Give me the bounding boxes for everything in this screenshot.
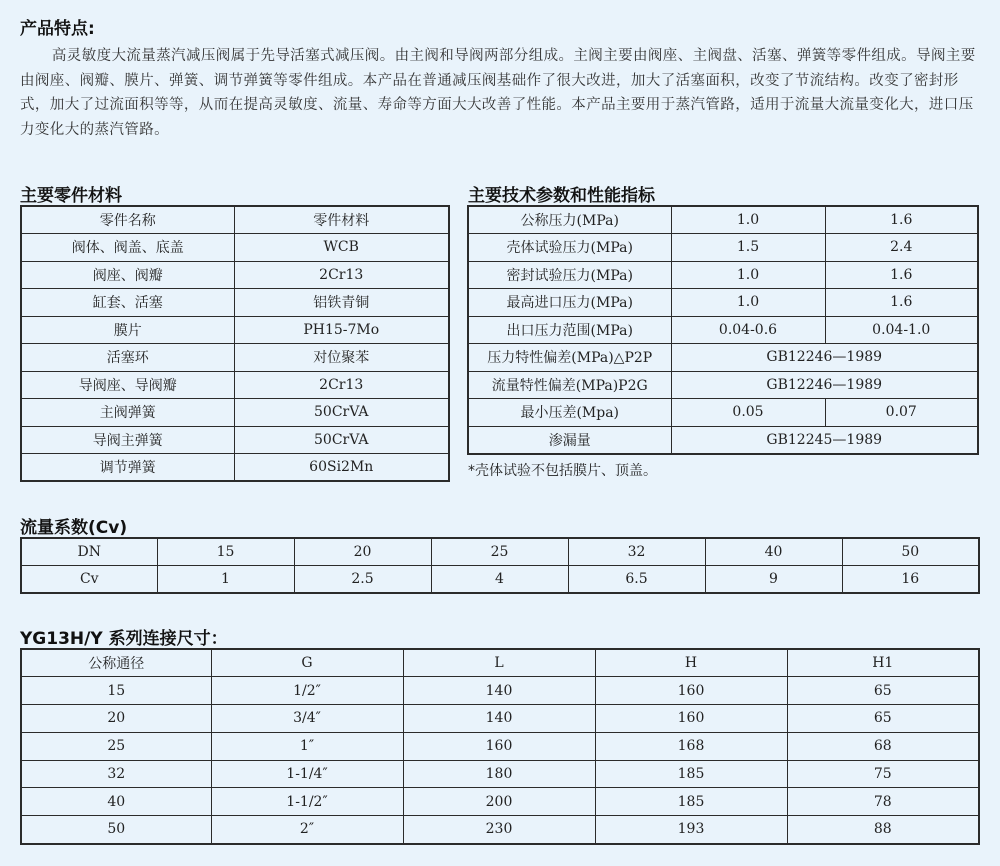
table-row [21,760,979,788]
dim-cell: 40 [21,788,211,816]
dim-cell: 185 [595,760,787,788]
dim-cell: 1″ [211,732,403,760]
part-material: 50CrVA [234,399,449,427]
part-name: 缸套、活塞 [21,289,234,317]
dim-cell: 75 [787,760,979,788]
part-material: 对位聚苯 [234,344,449,372]
dim-cell: 1-1/2″ [211,788,403,816]
part-name: 活塞环 [21,344,234,372]
dn-value: 50 [842,538,979,566]
param-value: 1.0 [671,289,825,317]
dn-value: 15 [157,538,294,566]
dim-cell: 230 [403,816,595,844]
dn-value: 20 [294,538,431,566]
cv-value: 16 [842,566,979,594]
header-cell: 零件材料 [234,206,449,234]
param-value: GB12246—1989 [671,371,978,399]
part-material: 50CrVA [234,426,449,454]
param-value: GB12246—1989 [671,344,978,372]
param-value: GB12245—1989 [671,426,978,454]
table-row [21,426,449,454]
dim-cell: 1-1/4″ [211,760,403,788]
table-row [21,732,979,760]
dim-cell: 25 [21,732,211,760]
dim-cell: 88 [787,816,979,844]
tech-table [467,205,979,455]
param-name: 压力特性偏差(MPa)△P2P [468,344,671,372]
table-row [468,289,978,317]
dim-cell: 193 [595,816,787,844]
param-value: 1.0 [671,206,825,234]
table-row [468,234,978,262]
table-row [21,677,979,705]
dim-cell: 68 [787,732,979,760]
features-body: 高灵敏度大流量蒸汽减压阀属于先导活塞式减压阀。由主阀和导阀两部分组成。主阀主要由阀座、主阀盘、活塞、弹簧等零件组成。导阀主要由阀座、阀瓣、膜片、弹簧、调节弹簧等零件组成。本产品在普通减压阀基础作了很大改进，加大了活塞面积，改变了节流结构。改变了密封形式，加大了过流面积等等，从而在提高灵敏度、流量、寿命等方面大大改善了性能。本产品主要用于蒸汽管路，适用于流量大流量变化大，进口压力变化大的蒸汽管路。 [20,48,976,138]
dims-title: YG13H/Y 系列连接尺寸： [20,629,228,649]
table-row [468,206,978,234]
dim-cell: 20 [21,705,211,733]
table-row [21,788,979,816]
cv-title: 流量系数(Cv) [20,518,128,538]
part-name: 膜片 [21,316,234,344]
dn-label: DN [21,538,157,566]
param-value: 1.5 [671,234,825,262]
dim-cell: 160 [595,705,787,733]
dim-cell: 200 [403,788,595,816]
part-name: 导阀主弹簧 [21,426,234,454]
part-material: 60Si2Mn [234,454,449,482]
table-row [21,316,449,344]
dim-cell: 3/4″ [211,705,403,733]
param-value: 0.07 [825,399,978,427]
dim-cell: 2″ [211,816,403,844]
table-row [468,426,978,454]
param-value: 1.6 [825,289,978,317]
header-cell: L [403,649,595,677]
dim-cell: 65 [787,705,979,733]
part-material: 铝铁青铜 [234,289,449,317]
dim-cell: 1/2″ [211,677,403,705]
table-row [468,371,978,399]
part-material: WCB [234,234,449,262]
param-name: 出口压力范围(MPa) [468,316,671,344]
param-value: 1.6 [825,261,978,289]
table-row [21,261,449,289]
table-header-row [21,649,979,677]
part-name: 阀体、阀盖、底盖 [21,234,234,262]
table-row [21,399,449,427]
table-row [21,234,449,262]
table-row [21,344,449,372]
cv-value: 1 [157,566,294,594]
param-value: 0.05 [671,399,825,427]
cv-table [20,537,980,594]
table-row [468,344,978,372]
cv-label: Cv [21,566,157,594]
part-material: PH15-7Mo [234,316,449,344]
dim-cell: 65 [787,677,979,705]
table-row [21,816,979,844]
features-title: 产品特点: [20,19,95,39]
param-name: 最小压差(Mpa) [468,399,671,427]
dim-cell: 160 [403,732,595,760]
table-row [21,454,449,482]
param-name: 流量特性偏差(MPa)P2G [468,371,671,399]
param-name: 渗漏量 [468,426,671,454]
param-name: 密封试验压力(MPa) [468,261,671,289]
table-row [21,538,979,566]
header-cell: G [211,649,403,677]
part-name: 阀座、阀瓣 [21,261,234,289]
table-row [21,705,979,733]
dim-cell: 32 [21,760,211,788]
table-row [468,261,978,289]
param-value: 0.04-0.6 [671,316,825,344]
dim-cell: 50 [21,816,211,844]
parts-title: 主要零件材料 [20,186,122,206]
param-value: 1.6 [825,206,978,234]
table-row [21,371,449,399]
tech-footnote: *壳体试验不包括膜片、顶盖。 [468,463,657,479]
dim-cell: 160 [595,677,787,705]
table-header-row [21,206,449,234]
dim-cell: 185 [595,788,787,816]
header-cell: H [595,649,787,677]
dim-cell: 180 [403,760,595,788]
cv-value: 2.5 [294,566,431,594]
dn-value: 32 [568,538,705,566]
cv-value: 9 [705,566,842,594]
param-value: 2.4 [825,234,978,262]
table-row [468,316,978,344]
param-name: 公称压力(MPa) [468,206,671,234]
part-name: 主阀弹簧 [21,399,234,427]
header-cell: H1 [787,649,979,677]
part-material: 2Cr13 [234,261,449,289]
dim-cell: 168 [595,732,787,760]
header-cell: 公称通径 [21,649,211,677]
table-row [21,289,449,317]
cv-value: 6.5 [568,566,705,594]
param-value: 0.04-1.0 [825,316,978,344]
dn-value: 25 [431,538,568,566]
dim-cell: 140 [403,677,595,705]
header-cell: 零件名称 [21,206,234,234]
table-row [468,399,978,427]
dim-cell: 140 [403,705,595,733]
param-name: 壳体试验压力(MPa) [468,234,671,262]
param-value: 1.0 [671,261,825,289]
part-name: 导阀座、导阀瓣 [21,371,234,399]
dn-value: 40 [705,538,842,566]
dim-cell: 78 [787,788,979,816]
part-name: 调节弹簧 [21,454,234,482]
tech-title: 主要技术参数和性能指标 [468,186,655,206]
parts-table [20,205,450,482]
part-material: 2Cr13 [234,371,449,399]
table-row [21,566,979,594]
dims-table [20,648,980,845]
param-name: 最高进口压力(MPa) [468,289,671,317]
dim-cell: 15 [21,677,211,705]
cv-value: 4 [431,566,568,594]
